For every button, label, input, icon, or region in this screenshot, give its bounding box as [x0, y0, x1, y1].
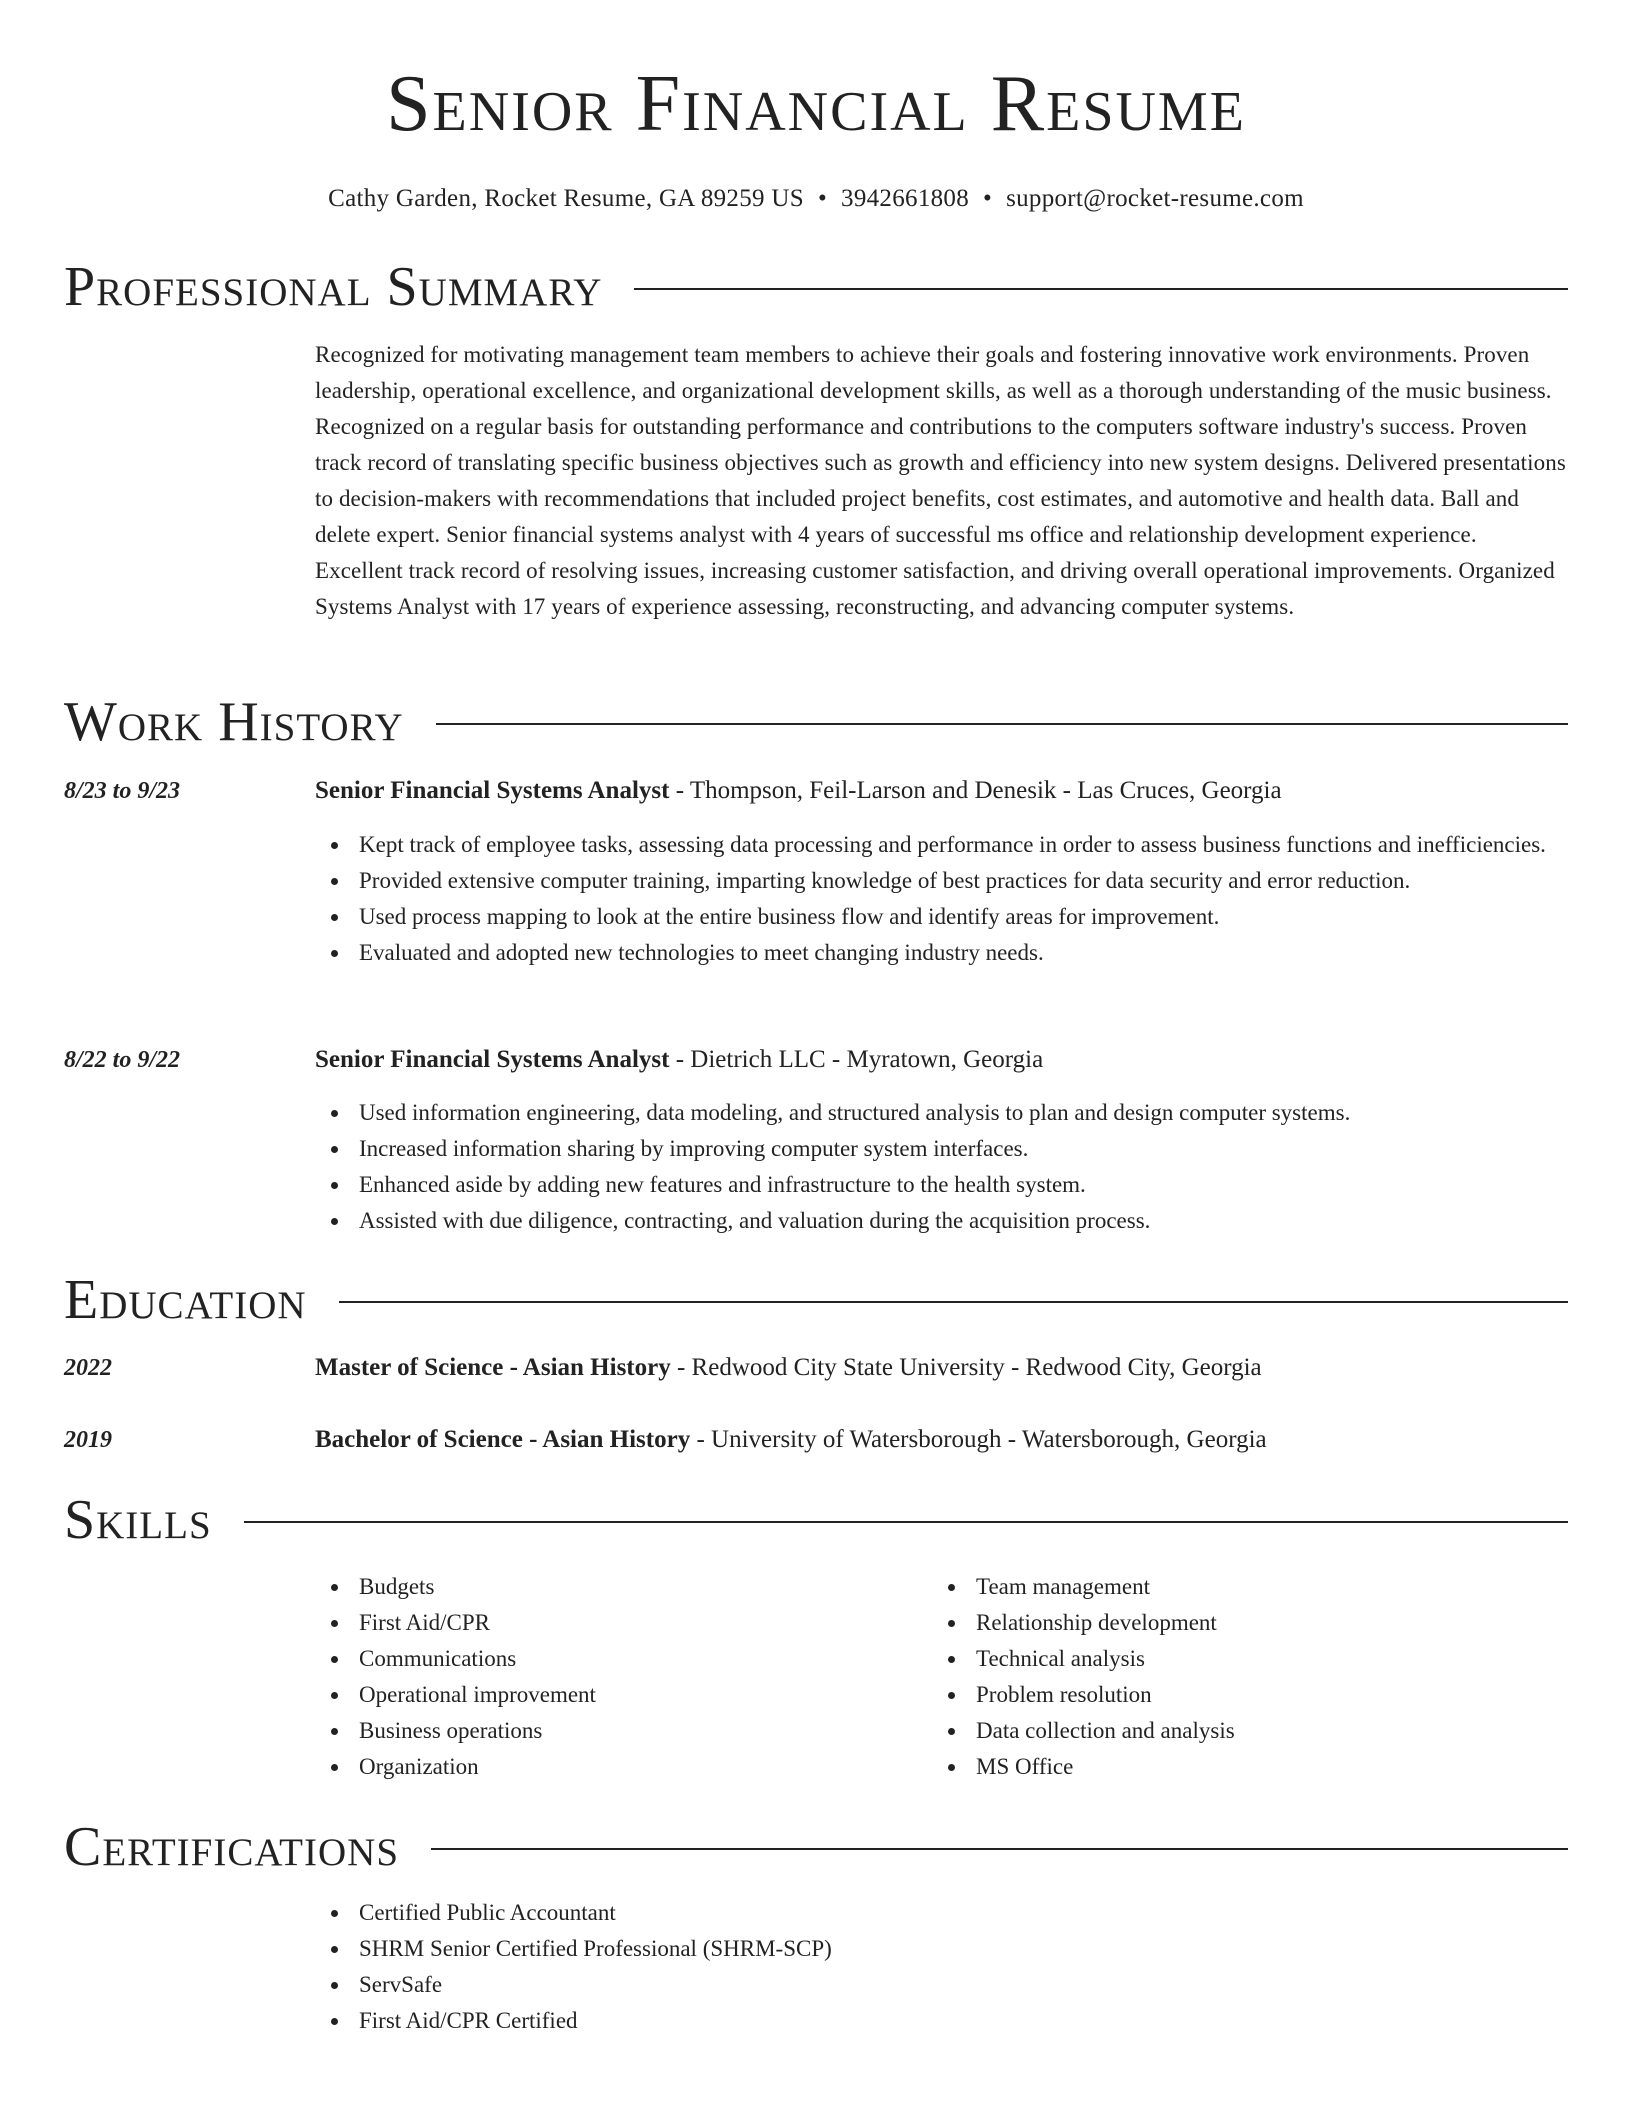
bullet-item: Enhanced aside by adding new features and infrastructure to the health system. [315, 1167, 1568, 1203]
contact-line [64, 185, 1568, 213]
section-heading-skills [64, 1489, 1568, 1551]
skill-item: Relationship development [932, 1605, 1549, 1641]
section-heading-work [64, 691, 1568, 753]
education-entry [64, 1422, 1568, 1458]
skills-columns [315, 1569, 1568, 1785]
education-year: 2019 [64, 1427, 112, 1453]
certification-item: First Aid/CPR Certified [315, 2003, 1568, 2039]
bullet-item: Assisted with due diligence, contracting, and valuation during the acquisition process. [315, 1203, 1568, 1239]
job-heading [315, 773, 1568, 809]
contact-separator: • [817, 185, 828, 212]
bullet-item: Used information engineering, data modeling, and structured analysis to plan and design computer systems. [315, 1095, 1568, 1131]
summary-text: Recognized for motivating management team members to achieve their goals and fostering innovative work environments. Proven leadership, operational excellence, and organizational development skills, as well as a thorough understanding of the music business. Recognized on a regular basis for outstanding performance and contributions to the computers software industry's success. Proven track record of translating specific business objectives such as growth and efficiency into new system designs. Delivered presentations to decision-makers with recommendations that included project benefits, cost estimates, and automotive and health data. Ball and delete expert. Senior financial systems analyst with 4 years of successful ms office and relationship development experience. Excellent track record of resolving issues, increasing customer satisfaction, and driving overall operational improvements. Organized Systems Analyst with 17 years of experience assessing, reconstructing, and advancing computer systems. [315, 342, 1566, 619]
skill-item: Organization [315, 1749, 932, 1785]
skill-item: Team management [932, 1569, 1549, 1605]
contact-address: Cathy Garden, Rocket Resume, GA 89259 US [328, 185, 804, 212]
skill-item: Data collection and analysis [932, 1713, 1549, 1749]
certification-item: Certified Public Accountant [315, 1895, 1568, 1931]
skill-item: Budgets [315, 1569, 932, 1605]
contact-separator: • [983, 185, 993, 212]
section-title: Skills [64, 1489, 212, 1551]
skill-item: First Aid/CPR [315, 1605, 932, 1641]
bullet-item: Used process mapping to look at the entire business flow and identify areas for improvement. [315, 899, 1568, 935]
skill-item: Operational improvement [315, 1677, 932, 1713]
contact-email: support@rocket-resume.com [1006, 185, 1304, 212]
job-title: Senior Financial Systems Analyst [315, 1046, 670, 1073]
skill-item: Business operations [315, 1713, 932, 1749]
job-details: - Dietrich LLC - Myratown, Georgia [669, 1046, 1044, 1073]
section-divider [244, 1521, 1568, 1523]
skill-item: Problem resolution [932, 1677, 1549, 1713]
resume-page [64, 0, 1568, 2033]
job-dates: 8/22 to 9/22 [64, 1047, 181, 1073]
job-dates: 8/23 to 9/23 [64, 778, 181, 804]
job-bullets [315, 827, 1568, 971]
degree-title: Master of Science - Asian History [315, 1354, 671, 1381]
certifications-list [315, 1895, 1568, 2039]
section-divider [431, 1848, 1568, 1850]
section-heading-certifications [64, 1816, 1568, 1878]
certification-item: ServSafe [315, 1967, 1568, 2003]
bullet-item: Evaluated and adopted new technologies to meet changing industry needs. [315, 935, 1568, 971]
degree-title: Bachelor of Science - Asian History [315, 1426, 691, 1453]
skills-list-left [315, 1569, 932, 1785]
section-title: Professional Summary [64, 256, 603, 318]
section-title: Work History [64, 691, 404, 753]
resume-title: Senior Financial Resume [386, 60, 1246, 148]
contact-phone: 3942661808 [841, 185, 970, 212]
job-entry [64, 1042, 1568, 1078]
section-heading-summary [64, 256, 1568, 318]
skill-item: Communications [315, 1641, 932, 1677]
section-divider [634, 288, 1568, 290]
certification-item: SHRM Senior Certified Professional (SHRM-SCP) [315, 1931, 1568, 1967]
section-title: Education [64, 1269, 307, 1331]
job-bullets [315, 1095, 1568, 1239]
skill-item: MS Office [932, 1749, 1549, 1785]
section-divider [339, 1301, 1568, 1303]
section-heading-education [64, 1269, 1568, 1331]
skills-list-right [932, 1569, 1549, 1785]
education-details: - University of Watersborough - Watersborough, Georgia [690, 1426, 1267, 1453]
bullet-item: Kept track of employee tasks, assessing data processing and performance in order to assess business functions and inefficiencies. [315, 827, 1568, 863]
education-entry [64, 1350, 1568, 1386]
job-title: Senior Financial Systems Analyst [315, 777, 670, 804]
education-details: - Redwood City State University - Redwood City, Georgia [670, 1354, 1262, 1381]
section-title: Certifications [64, 1816, 400, 1878]
bullet-item: Increased information sharing by improving computer system interfaces. [315, 1131, 1568, 1167]
education-heading [315, 1350, 1568, 1386]
job-details: - Thompson, Feil-Larson and Denesik - Las Cruces, Georgia [669, 777, 1282, 804]
skill-item: Technical analysis [932, 1641, 1549, 1677]
section-divider [436, 723, 1568, 725]
job-entry [64, 773, 1568, 809]
education-heading [315, 1422, 1568, 1458]
job-heading [315, 1042, 1568, 1078]
education-year: 2022 [64, 1355, 112, 1381]
bullet-item: Provided extensive computer training, imparting knowledge of best practices for data security and error reduction. [315, 863, 1568, 899]
